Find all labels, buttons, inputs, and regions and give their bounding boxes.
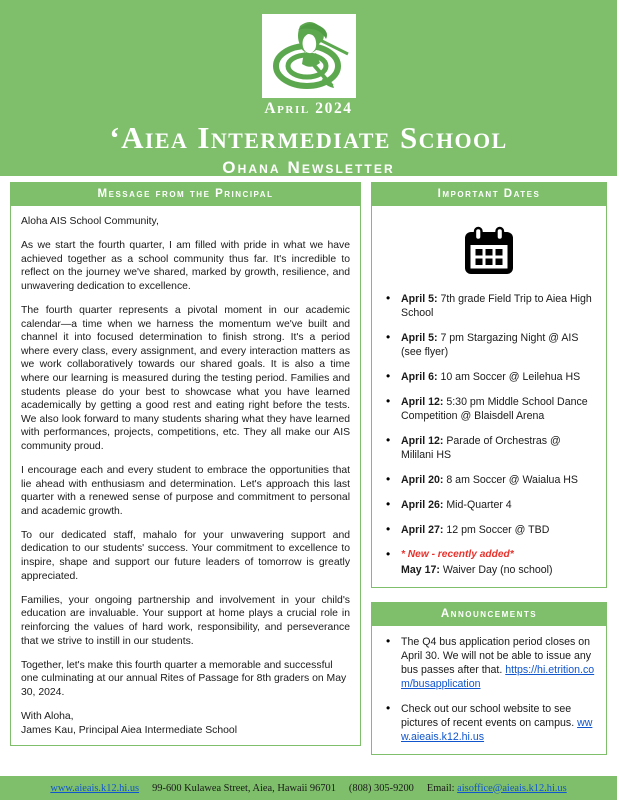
message-paragraph: Together, let's make this fourth quarter a memorable and successful one culminating at our annual Rites of Passage for 8th graders on May 30, 2024. xyxy=(21,659,347,698)
date-label: April 5: xyxy=(401,332,438,344)
school-website-link[interactable]: www.aieais.k12.hi.us xyxy=(401,717,593,743)
footer-email-link[interactable]: aisoffice@aieais.k12.hi.us xyxy=(457,782,567,794)
date-label: April 12: xyxy=(401,396,444,408)
message-paragraph: I encourage each and every student to embrace the opportunities that lie ahead with enthusiasm and determination. Let's approach this last quarter with a renewed sense of purpose and commitment to personal and academic growth. xyxy=(21,465,351,517)
signature-block xyxy=(21,710,350,737)
important-dates-body xyxy=(372,206,606,587)
announcement-text: Check out our school website to see pictures of recent events on campus. xyxy=(401,703,578,729)
announcement-text: The Q4 bus application period closes on April 30. We will not be able to issue any bus passes after that. xyxy=(401,636,592,676)
content-columns xyxy=(0,178,617,776)
date-label: April 26: xyxy=(401,499,444,511)
date-label: April 5: xyxy=(401,293,438,305)
principal-message-header: Message from the Principal xyxy=(11,183,360,206)
footer-address: 99-600 Kulawea Street, Aiea, Hawaii 96701 xyxy=(152,782,336,794)
message-paragraph: As we start the fourth quarter, I am filled with pride in what we have achieved together as a school community thus far. It's incredible to reflect on the journey we've shared, marked by growth, resilience, and unwavering dedication to excellence. xyxy=(21,240,351,292)
date-item xyxy=(382,292,596,320)
warrior-crest-icon xyxy=(262,14,356,98)
principal-signature: James Kau, Principal Aiea Intermediate School xyxy=(21,724,238,736)
date-item xyxy=(382,473,596,487)
page-footer xyxy=(0,776,617,800)
date-text: 10 am Soccer @ Leilehua HS xyxy=(437,371,581,383)
date-item xyxy=(382,548,596,577)
footer-phone: (808) 305-9200 xyxy=(348,782,414,794)
announcements-header: Announcements xyxy=(372,603,606,626)
date-item xyxy=(382,434,596,462)
school-crest-logo xyxy=(262,14,356,98)
date-item xyxy=(382,331,596,359)
message-paragraph: Families, your ongoing partnership and involvement in your child's education are invaluable. Your support at home plays a crucial role in reinforcing the values of hard work, responsibility, and perseverance that we strive to instill in our students. xyxy=(21,594,351,647)
date-label: April 12: xyxy=(401,435,444,447)
date-text: 7 pm Stargazing Night @ AIS (see flyer) xyxy=(401,332,579,358)
masthead xyxy=(0,0,617,176)
footer-website-link[interactable]: www.aieais.k12.hi.us xyxy=(50,782,140,794)
closing-text: With Aloha, xyxy=(21,710,74,722)
important-dates-list xyxy=(382,292,596,577)
message-paragraph: To our dedicated staff, mahalo for your unwavering support and dedication to our students' success. Your commitment to excellence to inspire, shape and support our future leaders of tomorrow is greatly appreciated. xyxy=(21,529,351,582)
calendar-icon-wrapper xyxy=(382,215,596,292)
footer-email-label: Email: xyxy=(426,782,455,794)
announcement-item xyxy=(382,635,596,691)
announcements-list xyxy=(382,635,596,744)
issue-date: April 2024 xyxy=(264,100,353,117)
message-paragraph: The fourth quarter represents a pivotal moment in our academic calendar—a time when we harness the momentum we've built and channel it into focused determination to finish strong. It's a period where every class, every assignment, and every interaction matters as we work collaboratively towards our shared goals. It is also a time where our learning is measured during the testing period. Families and students please do your best to showcase what you have learned academically by getting a good rest and eating right before the tests. We also look forward to many students sharing what they have learned with performances, projects, competitions, etc. They all make our AIS community proud. xyxy=(21,304,351,452)
calendar-icon xyxy=(462,223,516,277)
date-item xyxy=(382,395,596,423)
announcements-body xyxy=(372,626,606,754)
date-text: 12 pm Soccer @ TBD xyxy=(443,524,550,536)
date-text: Parade of Orchestras @ Mililani HS xyxy=(401,435,561,461)
date-item xyxy=(382,370,596,384)
footer-email-group xyxy=(427,783,567,794)
date-text: Waiver Day (no school) xyxy=(439,564,553,576)
date-text: 8 am Soccer @ Waialua HS xyxy=(443,474,578,486)
important-dates-header: Important Dates xyxy=(372,183,606,206)
announcement-item xyxy=(382,702,596,744)
announcements-panel xyxy=(371,602,607,755)
principal-message-panel xyxy=(10,182,361,746)
date-item xyxy=(382,498,596,512)
date-text: 5:30 pm Middle School Dance Competition @ Blaisdell Arena xyxy=(401,396,588,422)
left-column xyxy=(10,182,361,776)
school-name-title: ‘Aiea Intermediate School xyxy=(109,120,508,155)
date-item xyxy=(382,523,596,537)
date-text: Mid-Quarter 4 xyxy=(443,499,512,511)
date-label: April 27: xyxy=(401,524,444,536)
new-badge: • * New - recently added* xyxy=(401,549,514,560)
date-text: 7th grade Field Trip to Aiea High School xyxy=(401,293,592,319)
newsletter-subtitle: Ohana Newsletter xyxy=(222,158,395,177)
date-label: April 20: xyxy=(401,474,444,486)
principal-message-body xyxy=(11,206,360,745)
date-label: April 6: xyxy=(401,371,438,383)
important-dates-panel xyxy=(371,182,607,588)
right-column xyxy=(371,182,607,776)
bus-application-link[interactable]: https://hi.etrition.com/busapplication xyxy=(401,664,595,690)
date-label: May 17: xyxy=(401,564,440,576)
greeting-text: Aloha AIS School Community, xyxy=(21,216,159,227)
